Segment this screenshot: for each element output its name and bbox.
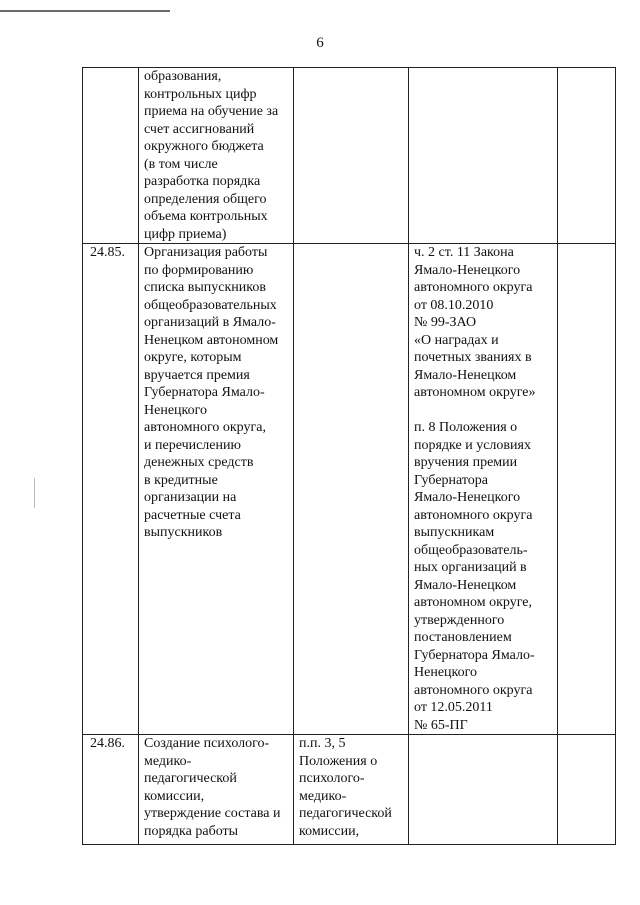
function-name-cell: образования, контрольных цифр приема на обучение за счет ассигнований окружного бюджета (в том числе разработка порядка определения общего объема контрольных цифр приема) [139,68,294,244]
legal-basis-cell [409,68,558,244]
legal-basis-cell [294,68,409,244]
page-number: 6 [316,35,324,51]
note-cell [558,244,616,735]
row-number-cell [83,68,139,244]
legal-basis-cell: ч. 2 ст. 11 Закона Ямало-Ненецкого автономного округа от 08.10.2010 № 99-ЗАО «О наградах и почетных званиях в Ямало-Ненецком автономном округе» п. 8 Положения о порядке и условиях вручения премии Губернатора Ямало-Ненецкого автономного округа выпускникам общеобразователь- ных организаций в Ямало-Ненецком автономном округе, утвержденного постановлением Губернатора Ямало- Ненецкого автономного округа от 12.05.2011 № 65-ПГ [409,244,558,735]
function-name-cell: Организация работы по формированию списка выпускников общеобразовательных организаций в Ямало- Ненецком автономном округе, которым вручается премия Губернатора Ямало- Ненецкого автономного округа, и перечислению денежных средств в кредитные организации на расчетные счета выпускников [139,244,294,735]
row-number-cell: 24.85. [83,244,139,735]
table-row [83,68,616,244]
legal-basis-cell: п.п. 3, 5 Положения о психолого- медико- педагогической комиссии, [294,735,409,845]
note-cell [558,735,616,845]
row-number-cell: 24.86. [83,735,139,845]
legal-basis-cell [409,735,558,845]
note-cell [558,68,616,244]
legal-basis-cell [294,244,409,735]
scan-margin-mark [34,478,35,508]
document-table [82,67,616,845]
table-row [83,244,616,735]
function-name-cell: Создание психолого- медико- педагогической комиссии, утверждение состава и порядка работы [139,735,294,845]
header-rule [0,10,170,12]
table-row [83,735,616,845]
